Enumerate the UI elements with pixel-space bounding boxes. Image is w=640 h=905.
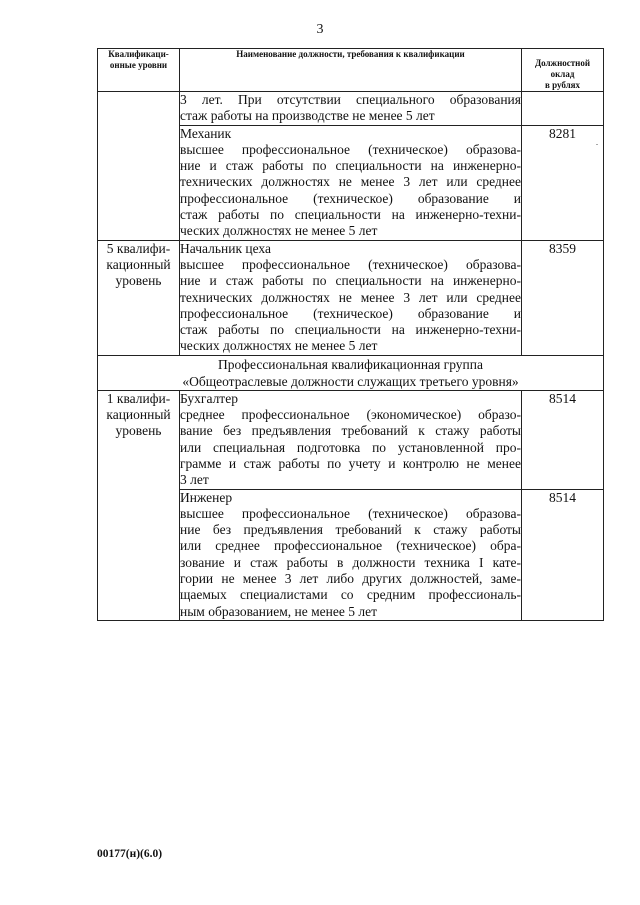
salary-cell: 8514	[522, 489, 604, 620]
header-salary-line: Должностной	[534, 58, 591, 68]
header-level-line: Квалификаци-	[108, 49, 169, 59]
group-row	[98, 355, 604, 390]
description-line: стаж работы по специальности на инженерно-техни-	[180, 322, 521, 338]
description-line: ние и стаж работы по специальности на инженерно-	[180, 158, 521, 174]
description-line: профессиональное (техническое) образование и	[180, 190, 521, 206]
salary-cell: 8359	[522, 240, 604, 355]
description-line: щаемых специалистами со средним профессиональ-	[180, 587, 521, 603]
description-cell	[180, 390, 522, 489]
description-line: технических должностях не менее 3 лет или среднее	[180, 289, 521, 305]
level-cell	[98, 390, 180, 620]
group-title-line: «Общеотраслевые должности служащих третьего уровня»	[182, 373, 519, 389]
header-position	[180, 49, 522, 92]
description-cell	[180, 92, 522, 126]
description-line: высшее профессиональное (техническое) образова-	[180, 505, 521, 521]
level-line: кационный	[106, 256, 171, 272]
table-row	[98, 240, 604, 355]
level-line: уровень	[115, 422, 162, 438]
description-line: ческих должностях не менее 5 лет	[180, 223, 378, 239]
description-line: вание без предъявления требований к стажу работы	[180, 423, 521, 439]
position-title: Начальник цеха	[180, 240, 271, 256]
description-line: грамме и стаж работы по учету и контролю не менее	[180, 455, 521, 471]
salary-cell: 8281	[522, 125, 604, 240]
table-row	[98, 390, 604, 489]
qualification-table	[97, 48, 604, 621]
position-title: Механик	[180, 125, 232, 141]
description-line: профессиональное (техническое) образование и	[180, 305, 521, 321]
description-line: стаж работы по специальности на инженерно-техни-	[180, 207, 521, 223]
description-cell	[180, 489, 522, 620]
stray-mark: .	[596, 138, 598, 147]
group-title-cell	[98, 355, 604, 390]
header-salary	[522, 49, 604, 92]
header-level	[98, 49, 180, 92]
description-line: среднее профессиональное (экономическое) образо-	[180, 407, 521, 423]
level-line: 1 квалифи-	[106, 390, 171, 406]
salary-cell: 8514	[522, 390, 604, 489]
description-line: стаж работы на производстве не менее 5 лет	[180, 108, 435, 124]
document-code: 00177(н)(6.0)	[97, 848, 163, 860]
level-line: 5 квалифи-	[106, 240, 171, 256]
description-line: высшее профессиональное (техническое) образова-	[180, 141, 521, 157]
group-title-line: Профессиональная квалификационная группа	[218, 356, 483, 372]
position-title: Бухгалтер	[180, 390, 238, 406]
description-line: ние и стаж работы по специальности на инженерно-	[180, 273, 521, 289]
description-line: ческих должностях не менее 5 лет	[180, 338, 378, 354]
description-line: ным образованием, не менее 5 лет	[180, 603, 377, 619]
description-line: или специальная подготовка по установленной про-	[180, 439, 521, 455]
page-number: 3	[316, 22, 324, 37]
description-line: технических должностях не менее 3 лет или среднее	[180, 174, 521, 190]
level-cell	[98, 240, 180, 355]
description-cell	[180, 240, 522, 355]
description-cell	[180, 125, 522, 240]
header-level-line: онные уровни	[109, 60, 168, 70]
description-line: высшее профессиональное (техническое) образова-	[180, 256, 521, 272]
level-line: уровень	[115, 272, 162, 288]
salary-cell	[522, 92, 604, 126]
description-line: ние без предъявления требований к стажу работы	[180, 522, 521, 538]
description-line: или среднее профессиональное (техническое) обра-	[180, 538, 521, 554]
header-position-line: Наименование должности, требования к квалификации	[236, 49, 465, 59]
header-salary-line: оклад	[550, 69, 575, 79]
description-line: 3 лет. При отсутствии специального образования	[180, 92, 521, 107]
table-row	[98, 92, 604, 126]
position-title: Инженер	[180, 489, 233, 505]
level-line: кационный	[106, 406, 171, 422]
description-line: 3 лет	[180, 472, 209, 488]
description-line: зование и стаж работы в должности техника I кате-	[180, 554, 521, 570]
level-cell	[98, 92, 180, 241]
header-salary-line: в рублях	[544, 80, 581, 90]
table-header-row	[98, 49, 604, 92]
description-line: гории не менее 3 лет либо других должностей, заме-	[180, 571, 521, 587]
